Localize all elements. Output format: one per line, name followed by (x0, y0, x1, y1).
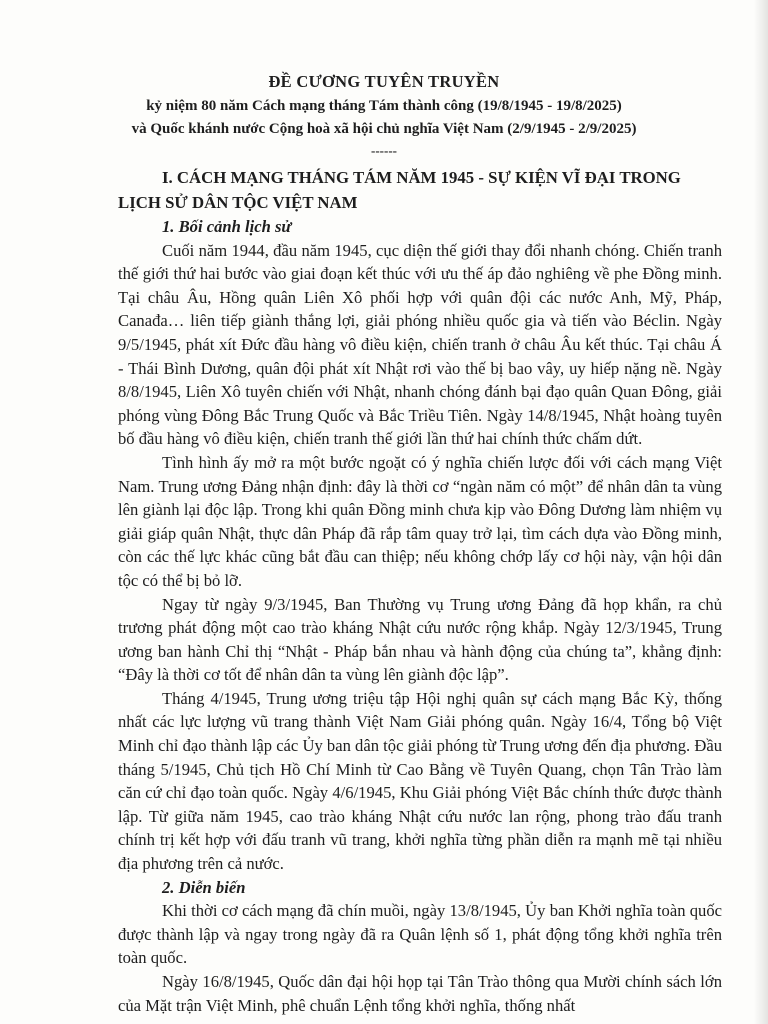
document-subtitle-line-1: kỷ niệm 80 năm Cách mạng tháng Tám thành công (19/8/1945 - 19/8/2025) (146, 98, 622, 114)
document-subtitle-line-2: và Quốc khánh nước Cộng hoà xã hội chủ nghĩa Việt Nam (2/9/1945 - 2/9/2025) (131, 121, 637, 137)
subsection-heading-context: 1. Bối cảnh lịch sử (162, 217, 292, 236)
paragraph-march-1945: Ngay từ ngày 9/3/1945, Ban Thường vụ Trung ương Đảng đã họp khẩn, ra chủ trương phát động một cao trào kháng Nhật cứu nước rộng khắp. Ngày 12/3/1945, Trung ương ban hành Chỉ thị “Nhật - Pháp bắn nhau và hành động của chúng ta”, khẳng định: “Đây là thời cơ tốt để nhân dân ta vùng lên giành độc lập”. (118, 594, 722, 685)
paragraph-national-congress: Ngày 16/8/1945, Quốc dân đại hội họp tại Tân Trào thông qua Mười chính sách lớn của Mặt trận Việt Minh, phê chuẩn Lệnh tổng khởi nghĩa, thống nhất (118, 972, 722, 1015)
subsection-heading-events: 2. Diễn biến (162, 877, 246, 897)
title-separator: ------ (371, 143, 397, 158)
paragraph-turning-point: Tình hình ấy mở ra một bước ngoặt có ý nghĩa chiến lược đối với cách mạng Việt Nam. Trung ương Đảng nhận định: đây là thời cơ “ngàn năm có một” để nhân dân ta vùng lên giành lại độc lập. Trong khi quân Đồng minh chưa kịp vào Đông Dương làm nhiệm vụ giải giáp quân Nhật, thực dân Pháp đã rắp tâm quay trở lại, tìm cách dựa vào Đồng minh, còn các thế lực khác cũng bắt đầu can thiệp; nếu không chớp lấy cơ hội này, vận hội dân tộc có thể bị bỏ lỡ. (118, 452, 722, 590)
section-heading: I. CÁCH MẠNG THÁNG TÁM NĂM 1945 - SỰ KIỆN VĨ ĐẠI TRONG LỊCH SỬ DÂN TỘC VIỆT NAM (118, 168, 681, 212)
document-title: ĐỀ CƯƠNG TUYÊN TRUYỀN (268, 72, 500, 91)
paragraph-uprising-committee: Khi thời cơ cách mạng đã chín muồi, ngày 13/8/1945, Ủy ban Khởi nghĩa toàn quốc được thành lập và ngay trong ngày đã ra Quân lệnh số 1, phát động tổng khởi nghĩa trên toàn quốc. (118, 901, 722, 968)
paragraph-context-world: Cuối năm 1944, đầu năm 1945, cục diện thế giới thay đổi nhanh chóng. Chiến tranh thế giới thứ hai bước vào giai đoạn kết thúc với ưu thế áp đảo nghiêng về phe Đồng minh. Tại châu Âu, Hồng quân Liên Xô phối hợp với quân đội các nước Anh, Mỹ, Pháp, Canađa… liên tiếp giành thắng lợi, giải phóng nhiều quốc gia và tiến vào Béclin. Ngày 9/5/1945, phát xít Đức đầu hàng vô điều kiện, chiến tranh ở châu Âu kết thúc. Tại châu Á - Thái Bình Dương, quân đội phát xít Nhật rơi vào thế bị bao vây, uy hiếp nặng nề. Ngày 8/8/1945, Liên Xô tuyên chiến với Nhật, nhanh chóng đánh bại đạo quân Quan Đông, giải phóng vùng Đông Bắc Trung Quốc và Bắc Triều Tiên. Ngày 14/8/1945, Nhật hoàng tuyên bố đầu hàng vô điều kiện, chiến tranh thế giới lần thứ hai chính thức chấm dứt. (118, 240, 722, 449)
paragraph-april-1945: Tháng 4/1945, Trung ương triệu tập Hội nghị quân sự cách mạng Bắc Kỳ, thống nhất các lực lượng vũ trang thành Việt Nam Giải phóng quân. Ngày 16/4, Tổng bộ Việt Minh chỉ đạo thành lập các Ủy ban dân tộc giải phóng từ Trung ương đến địa phương. Đầu tháng 5/1945, Chủ tịch Hồ Chí Minh từ Cao Bằng về Tuyên Quang, chọn Tân Trào làm căn cứ chỉ đạo toàn quốc. Ngày 4/6/1945, Khu Giải phóng Việt Bắc chính thức được thành lập. Từ giữa năm 1945, cao trào kháng Nhật cứu nước lan rộng, phong trào đấu tranh chính trị kết hợp với đấu tranh vũ trang, khởi nghĩa từng phần diễn ra mạnh mẽ tại nhiều địa phương trên cả nước. (118, 688, 722, 874)
section-body (118, 165, 722, 1017)
